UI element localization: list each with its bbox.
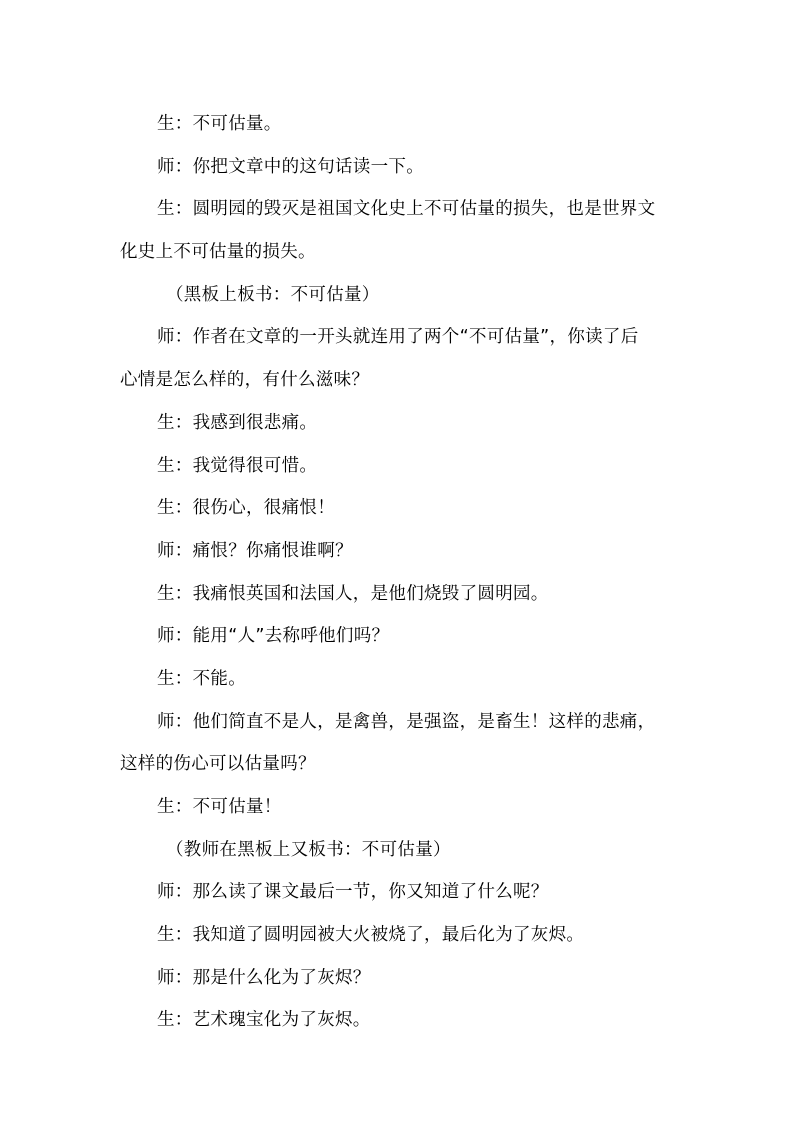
student-line: 生：不可估量。 [157,114,282,134]
student-line: 生：艺术瑰宝化为了灰烬。 [157,1010,371,1031]
student-line: 生：我痛恨英国和法国人，是他们烧毁了圆明园。 [157,583,549,604]
dialogue-transcript [120,103,680,1042]
student-line: 生：不能。 [157,668,246,689]
teacher-line: 师：作者在文章的一开头就连用了两个“不可估量”，你读了后 [157,327,639,348]
continuation-line: 化史上不可估量的损失。 [120,242,316,263]
blackboard-note: （黑板上板书：不可估量） [166,284,380,305]
continuation-line: 这样的伤心可以估量吗？ [120,754,316,775]
student-line: 生：很伤心，很痛恨！ [157,498,335,519]
student-line: 生：不可估量！ [157,797,282,817]
teacher-line: 师：你把文章中的这句话读一下。 [157,156,424,177]
blackboard-note: （教师在黑板上又板书：不可估量） [166,839,451,860]
teacher-line: 师：痛恨？你痛恨谁啊？ [157,540,353,561]
student-line: 生：我知道了圆明园被大火被烧了，最后化为了灰烬。 [157,925,585,946]
student-line: 生：我觉得很可惜。 [157,455,318,476]
student-line: 生：我感到很悲痛。 [157,412,318,433]
continuation-line: 心情是怎么样的，有什么滋味？ [120,370,370,391]
teacher-line: 师：那么读了课文最后一节，你又知道了什么呢？ [157,882,549,903]
teacher-line: 师：能用“人”去称呼他们吗？ [157,626,390,647]
teacher-line: 师：那是什么化为了灰烬？ [157,967,371,988]
teacher-line: 师：他们简直不是人，是禽兽，是强盗，是畜生！这样的悲痛， [157,711,656,732]
student-line: 生：圆明园的毁灭是祖国文化史上不可估量的损失，也是世界文 [157,199,656,220]
